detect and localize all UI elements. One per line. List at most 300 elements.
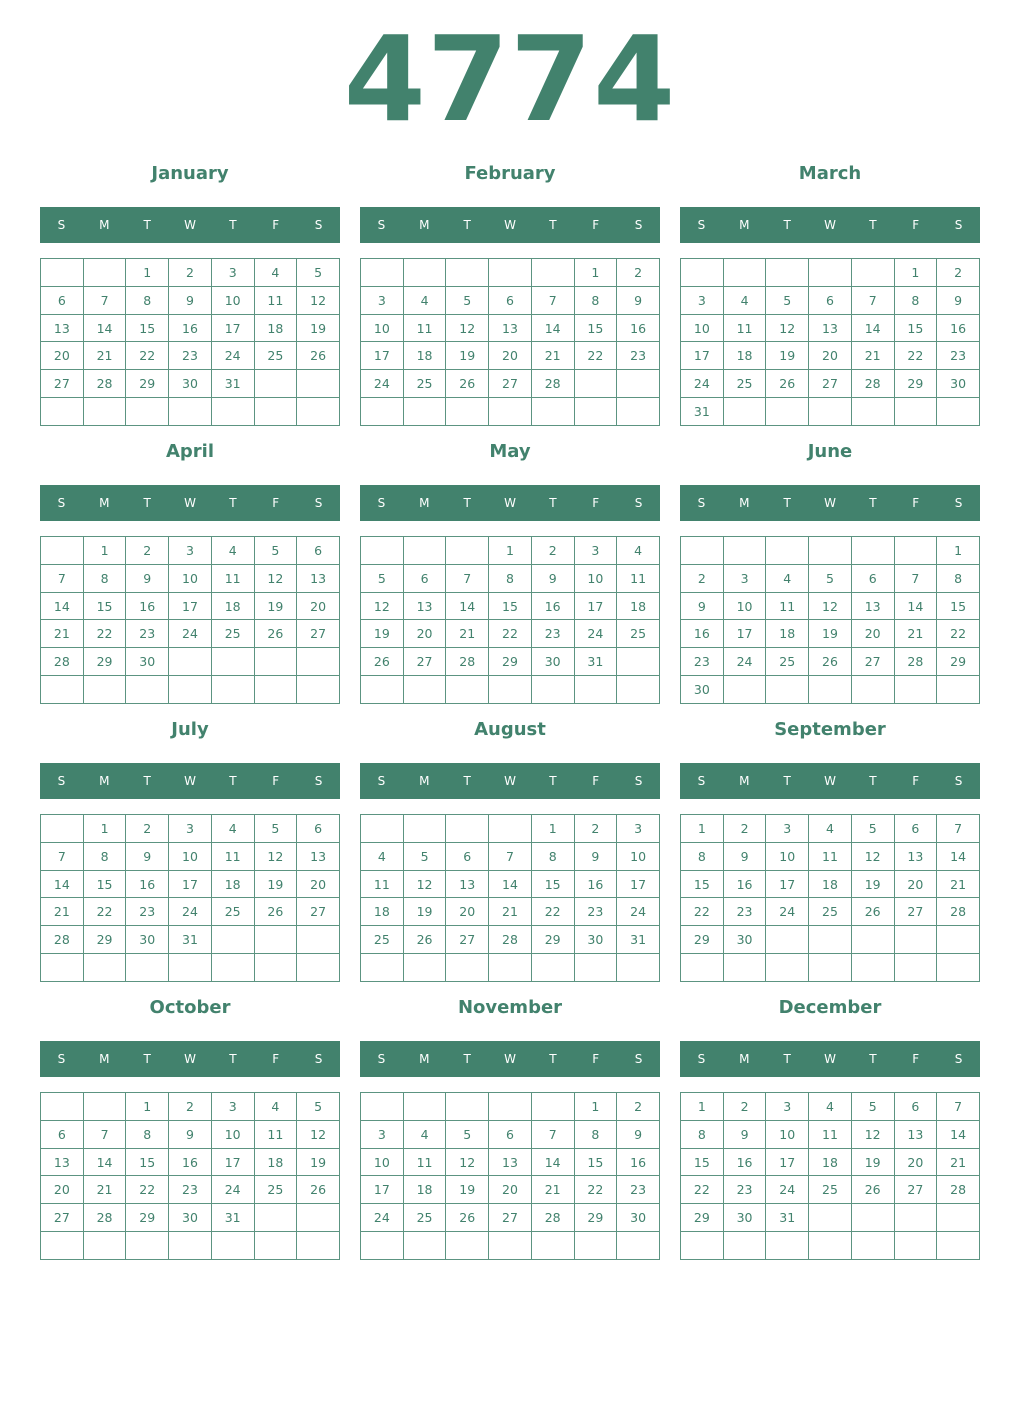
weekday-label: S: [377, 1052, 386, 1066]
day-grid: [680, 1092, 980, 1260]
day-cell: 28: [41, 926, 84, 954]
day-cell: 16: [617, 1148, 660, 1176]
day-cell: 1: [83, 537, 126, 565]
day-cell: [254, 676, 297, 704]
weekday-label: T: [229, 774, 237, 788]
month-name: March: [798, 163, 862, 184]
day-cell: 20: [41, 342, 84, 370]
day-cell: 16: [617, 314, 660, 342]
day-cell: [809, 259, 852, 287]
day-cell: [617, 370, 660, 398]
weekday-label: F: [912, 496, 920, 510]
day-cell: 8: [574, 1120, 617, 1148]
month-name: April: [165, 441, 215, 462]
day-cell: 30: [681, 676, 724, 704]
day-cell: [41, 954, 84, 982]
day-cell: 11: [766, 592, 809, 620]
day-cell: [41, 537, 84, 565]
week-row: [681, 370, 980, 398]
week-row: [361, 592, 660, 620]
day-cell: [41, 398, 84, 426]
weekday-label: T: [143, 218, 151, 232]
day-cell: 19: [361, 620, 404, 648]
weekday-label: T: [783, 496, 791, 510]
week-row: [361, 926, 660, 954]
day-cell: 14: [531, 1148, 574, 1176]
week-row: [361, 564, 660, 592]
day-cell: 2: [723, 1093, 766, 1121]
month-name: July: [171, 719, 209, 740]
day-cell: 22: [489, 620, 532, 648]
day-cell: 6: [41, 1120, 84, 1148]
day-cell: [211, 954, 254, 982]
day-cell: 14: [83, 314, 126, 342]
day-cell: [531, 259, 574, 287]
day-cell: 9: [937, 286, 980, 314]
weekday-header-bar: [40, 1041, 340, 1077]
day-cell: 18: [617, 592, 660, 620]
day-cell: 13: [297, 842, 340, 870]
day-cell: [574, 370, 617, 398]
week-row: [681, 1232, 980, 1260]
day-cell: 19: [851, 870, 894, 898]
day-cell: 17: [681, 342, 724, 370]
day-cell: 18: [403, 342, 446, 370]
week-row: [41, 676, 340, 704]
day-cell: [254, 370, 297, 398]
day-cell: 15: [83, 592, 126, 620]
week-row: [681, 314, 980, 342]
day-cell: [83, 676, 126, 704]
day-cell: 10: [211, 286, 254, 314]
week-row: [41, 1176, 340, 1204]
day-cell: 4: [211, 815, 254, 843]
day-cell: [681, 954, 724, 982]
day-cell: [681, 259, 724, 287]
day-cell: 8: [531, 842, 574, 870]
day-cell: [169, 676, 212, 704]
week-row: [681, 815, 980, 843]
weekday-label: F: [592, 218, 600, 232]
weekday-label: S: [377, 774, 386, 788]
day-cell: 14: [41, 870, 84, 898]
day-cell: [937, 398, 980, 426]
weekday-label: M: [99, 1052, 110, 1066]
day-cell: [851, 676, 894, 704]
weekday-header-bar: [360, 207, 660, 243]
day-cell: 3: [361, 1120, 404, 1148]
week-row: [41, 620, 340, 648]
weekday-header-bar: [680, 207, 980, 243]
day-cell: [297, 926, 340, 954]
day-cell: [531, 954, 574, 982]
day-cell: [489, 259, 532, 287]
day-cell: 19: [446, 1176, 489, 1204]
week-row: [41, 954, 340, 982]
day-cell: 24: [169, 898, 212, 926]
week-row: [41, 1232, 340, 1260]
weekday-label: F: [272, 496, 280, 510]
weekday-label: T: [783, 218, 791, 232]
day-cell: [766, 537, 809, 565]
weekday-label: T: [229, 218, 237, 232]
weekday-label: T: [143, 1052, 151, 1066]
day-cell: 2: [126, 537, 169, 565]
weekday-label: F: [272, 1052, 280, 1066]
day-cell: 16: [169, 314, 212, 342]
day-cell: [809, 398, 852, 426]
week-row: [361, 870, 660, 898]
day-cell: 13: [41, 314, 84, 342]
day-cell: [169, 954, 212, 982]
day-cell: 6: [489, 1120, 532, 1148]
month-name: January: [151, 163, 229, 184]
day-cell: [297, 1204, 340, 1232]
day-cell: 4: [809, 1093, 852, 1121]
day-cell: 19: [297, 1148, 340, 1176]
day-cell: 24: [766, 898, 809, 926]
day-cell: 26: [446, 1204, 489, 1232]
day-cell: 15: [489, 592, 532, 620]
month-name: August: [474, 719, 546, 740]
weekday-header-bar: [360, 485, 660, 521]
day-cell: 20: [894, 870, 937, 898]
week-row: [41, 870, 340, 898]
week-row: [681, 1120, 980, 1148]
day-cell: [361, 815, 404, 843]
day-cell: [169, 648, 212, 676]
day-cell: 4: [809, 815, 852, 843]
week-row: [681, 898, 980, 926]
weekday-label: S: [634, 496, 643, 510]
day-cell: 24: [766, 1176, 809, 1204]
week-row: [681, 676, 980, 704]
week-row: [41, 564, 340, 592]
weekday-label: M: [419, 1052, 430, 1066]
day-cell: 28: [83, 370, 126, 398]
day-cell: 19: [403, 898, 446, 926]
weekday-label: S: [634, 218, 643, 232]
day-cell: 25: [254, 1176, 297, 1204]
day-cell: 26: [851, 898, 894, 926]
weekday-label: S: [634, 774, 643, 788]
day-cell: 13: [894, 1120, 937, 1148]
day-cell: 22: [894, 342, 937, 370]
day-cell: 31: [574, 648, 617, 676]
day-cell: 14: [894, 592, 937, 620]
day-cell: 14: [83, 1148, 126, 1176]
day-cell: 2: [126, 815, 169, 843]
week-row: [681, 1204, 980, 1232]
day-cell: 29: [894, 370, 937, 398]
day-cell: 29: [489, 648, 532, 676]
day-grid: [40, 1092, 340, 1260]
day-cell: [126, 1232, 169, 1260]
weekday-label: T: [463, 496, 471, 510]
day-cell: 12: [446, 1148, 489, 1176]
day-cell: 21: [937, 1148, 980, 1176]
day-cell: 13: [809, 314, 852, 342]
day-cell: 21: [41, 898, 84, 926]
weekday-label: S: [954, 774, 963, 788]
day-cell: 25: [403, 370, 446, 398]
day-cell: [851, 259, 894, 287]
weekday-label: F: [272, 218, 280, 232]
week-row: [361, 259, 660, 287]
day-cell: [403, 537, 446, 565]
day-cell: 12: [254, 564, 297, 592]
day-cell: 3: [169, 815, 212, 843]
week-row: [41, 370, 340, 398]
day-cell: 28: [937, 1176, 980, 1204]
day-cell: 8: [681, 1120, 724, 1148]
weekday-label: T: [869, 496, 877, 510]
weekday-label: W: [824, 1052, 836, 1066]
day-cell: 26: [851, 1176, 894, 1204]
day-cell: 6: [851, 564, 894, 592]
weekday-label: M: [99, 496, 110, 510]
day-cell: 14: [937, 842, 980, 870]
week-row: [361, 954, 660, 982]
week-row: [361, 286, 660, 314]
week-row: [681, 842, 980, 870]
day-cell: 31: [681, 398, 724, 426]
weekday-header-bar: [40, 207, 340, 243]
day-cell: [531, 1093, 574, 1121]
day-cell: 20: [851, 620, 894, 648]
week-row: [41, 537, 340, 565]
week-row: [41, 259, 340, 287]
day-cell: 11: [617, 564, 660, 592]
day-cell: 12: [446, 314, 489, 342]
week-row: [41, 314, 340, 342]
day-cell: 24: [681, 370, 724, 398]
day-cell: 30: [723, 1204, 766, 1232]
day-cell: [169, 398, 212, 426]
weekday-header-bar: [680, 1041, 980, 1077]
day-cell: [297, 954, 340, 982]
day-cell: [446, 537, 489, 565]
day-cell: 4: [617, 537, 660, 565]
day-cell: 17: [574, 592, 617, 620]
day-grid: [680, 536, 980, 704]
day-cell: 6: [894, 815, 937, 843]
day-cell: 3: [574, 537, 617, 565]
day-cell: 1: [574, 259, 617, 287]
day-cell: [446, 398, 489, 426]
day-cell: [446, 815, 489, 843]
day-cell: 10: [574, 564, 617, 592]
week-row: [361, 898, 660, 926]
weekday-label: S: [57, 218, 66, 232]
day-cell: 23: [681, 648, 724, 676]
day-cell: 21: [489, 898, 532, 926]
day-cell: 4: [723, 286, 766, 314]
day-cell: [254, 1204, 297, 1232]
day-cell: 8: [489, 564, 532, 592]
day-cell: [766, 676, 809, 704]
weekday-label: S: [954, 496, 963, 510]
day-cell: 11: [809, 1120, 852, 1148]
weekday-label: T: [463, 1052, 471, 1066]
day-cell: [681, 537, 724, 565]
day-cell: 26: [403, 926, 446, 954]
day-cell: 2: [617, 259, 660, 287]
day-cell: 15: [894, 314, 937, 342]
weekday-label: W: [504, 1052, 516, 1066]
day-cell: [617, 648, 660, 676]
weekday-label: W: [504, 774, 516, 788]
day-cell: 26: [254, 898, 297, 926]
day-cell: 5: [809, 564, 852, 592]
day-cell: 19: [297, 314, 340, 342]
weekday-header-bar: [680, 763, 980, 799]
day-cell: [403, 259, 446, 287]
weekday-label: S: [954, 1052, 963, 1066]
calendar-year-title: 4774: [343, 10, 677, 148]
day-cell: [403, 815, 446, 843]
day-cell: [766, 259, 809, 287]
weekday-label: S: [314, 1052, 323, 1066]
week-row: [361, 1148, 660, 1176]
day-cell: [403, 398, 446, 426]
day-cell: 13: [297, 564, 340, 592]
day-cell: 28: [531, 370, 574, 398]
day-cell: [851, 1204, 894, 1232]
day-cell: 24: [211, 1176, 254, 1204]
day-cell: 17: [169, 870, 212, 898]
day-cell: 1: [894, 259, 937, 287]
day-cell: [574, 1232, 617, 1260]
day-cell: 5: [297, 1093, 340, 1121]
day-cell: 23: [937, 342, 980, 370]
month-name: November: [457, 997, 563, 1018]
weekday-label: T: [229, 1052, 237, 1066]
month-name: September: [774, 719, 886, 740]
day-grid: [360, 258, 660, 426]
day-cell: 11: [211, 842, 254, 870]
weekday-header-bar: [680, 485, 980, 521]
day-cell: [361, 1093, 404, 1121]
day-cell: 29: [126, 1204, 169, 1232]
weekday-label: M: [419, 218, 430, 232]
day-cell: 17: [211, 314, 254, 342]
day-cell: 7: [851, 286, 894, 314]
day-cell: 22: [681, 898, 724, 926]
day-cell: 12: [403, 870, 446, 898]
day-cell: 12: [361, 592, 404, 620]
day-cell: 14: [41, 592, 84, 620]
day-cell: 15: [681, 870, 724, 898]
day-cell: 25: [403, 1204, 446, 1232]
day-cell: 16: [681, 620, 724, 648]
weekday-label: S: [57, 774, 66, 788]
weekday-label: S: [377, 496, 386, 510]
weekday-label: W: [184, 496, 196, 510]
weekday-label: S: [697, 1052, 706, 1066]
day-cell: 27: [41, 370, 84, 398]
weekday-label: S: [377, 218, 386, 232]
day-cell: 29: [574, 1204, 617, 1232]
day-cell: 5: [851, 1093, 894, 1121]
day-cell: [489, 954, 532, 982]
weekday-label: S: [697, 496, 706, 510]
week-row: [681, 648, 980, 676]
weekday-label: M: [739, 218, 750, 232]
weekday-label: F: [592, 774, 600, 788]
day-cell: 19: [446, 342, 489, 370]
day-cell: [851, 926, 894, 954]
day-cell: [403, 676, 446, 704]
day-cell: [489, 398, 532, 426]
day-cell: 11: [723, 314, 766, 342]
day-cell: [297, 370, 340, 398]
day-cell: [723, 537, 766, 565]
day-cell: 5: [403, 842, 446, 870]
day-cell: 6: [403, 564, 446, 592]
day-cell: [126, 954, 169, 982]
day-cell: [937, 676, 980, 704]
day-cell: [937, 1232, 980, 1260]
day-cell: 11: [254, 286, 297, 314]
day-cell: 17: [211, 1148, 254, 1176]
week-row: [361, 398, 660, 426]
day-cell: 22: [574, 342, 617, 370]
day-cell: 8: [681, 842, 724, 870]
day-cell: [254, 648, 297, 676]
weekday-label: W: [504, 496, 516, 510]
day-cell: 18: [809, 1148, 852, 1176]
day-cell: 7: [531, 1120, 574, 1148]
day-grid: [680, 258, 980, 426]
day-cell: 4: [403, 1120, 446, 1148]
day-cell: 8: [894, 286, 937, 314]
weekday-label: S: [57, 496, 66, 510]
day-cell: 9: [169, 286, 212, 314]
day-cell: 20: [41, 1176, 84, 1204]
day-cell: [403, 954, 446, 982]
day-cell: 10: [766, 842, 809, 870]
day-cell: 22: [681, 1176, 724, 1204]
day-cell: [211, 926, 254, 954]
day-cell: 31: [169, 926, 212, 954]
day-cell: [851, 954, 894, 982]
day-grid: [360, 1092, 660, 1260]
day-cell: [489, 676, 532, 704]
day-cell: 20: [297, 870, 340, 898]
day-cell: [531, 398, 574, 426]
weekday-label: W: [824, 496, 836, 510]
month-name: May: [489, 441, 531, 462]
day-cell: 9: [169, 1120, 212, 1148]
day-cell: 26: [297, 342, 340, 370]
day-cell: 4: [766, 564, 809, 592]
day-cell: 12: [297, 286, 340, 314]
day-cell: 6: [297, 815, 340, 843]
day-cell: [766, 398, 809, 426]
week-row: [361, 620, 660, 648]
day-cell: 7: [937, 815, 980, 843]
day-cell: 9: [617, 286, 660, 314]
day-cell: 24: [361, 1204, 404, 1232]
day-cell: 1: [126, 1093, 169, 1121]
day-cell: [446, 1232, 489, 1260]
day-cell: 28: [489, 926, 532, 954]
day-cell: 7: [531, 286, 574, 314]
day-cell: [809, 954, 852, 982]
day-cell: [83, 1093, 126, 1121]
day-cell: [254, 954, 297, 982]
